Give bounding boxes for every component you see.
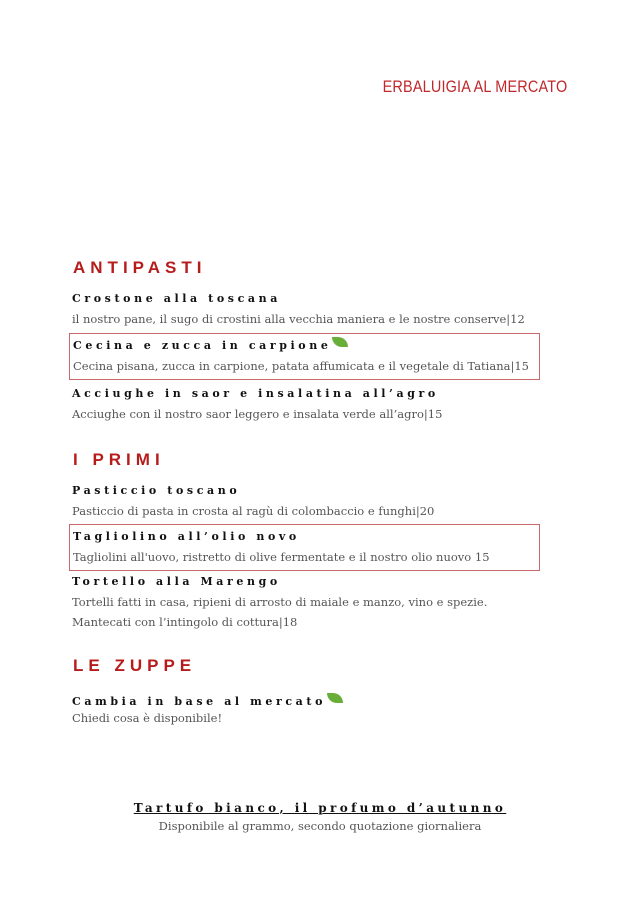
restaurant-title: ERBALUIGIA AL MERCATO [382, 77, 567, 96]
item-name: Tortello alla Marengo [72, 575, 281, 588]
item-name: Cecina e zucca in carpione [73, 339, 332, 352]
special-item [0, 798, 640, 836]
menu-item-highlighted [69, 333, 540, 380]
leaf-icon [327, 693, 343, 703]
item-name: Pasticcio toscano [72, 484, 241, 497]
special-description: Disponibile al grammo, secondo quotazione giornaliera [158, 819, 482, 833]
leaf-icon [332, 337, 348, 347]
section-title-antipasti: ANTIPASTI [73, 258, 207, 277]
item-description: Tortelli fatti in casa, ripieni di arrosto di maiale e manzo, vino e spezie. Mantecati con l’intingolo di cottura|18 [72, 595, 488, 629]
menu-item-highlighted [69, 524, 540, 571]
menu-item [69, 692, 536, 728]
item-description: il nostro pane, il sugo di crostini alla vecchia maniera e le nostre conserve|12 [72, 312, 525, 326]
menu-item [69, 572, 542, 632]
menu-item [69, 481, 536, 521]
item-description: Tagliolini all'uovo, ristretto di olive fermentate e il nostro olio nuovo 15 [73, 550, 490, 564]
item-description: Chiedi cosa è disponibile! [72, 711, 223, 725]
menu-item [69, 289, 536, 329]
item-name: Crostone alla toscana [72, 292, 281, 305]
item-name: Cambia in base al mercato [72, 695, 327, 708]
item-description: Acciughe con il nostro saor leggero e insalata verde all’agro|15 [72, 407, 443, 421]
item-description: Pasticcio di pasta in crosta al ragù di colombaccio e funghi|20 [72, 504, 435, 518]
item-name: Acciughe in saor e insalatina all’agro [72, 387, 439, 400]
special-name: Tartufo bianco, il profumo d’autunno [133, 801, 507, 815]
menu-item [69, 384, 536, 424]
section-title-zuppe: LE ZUPPE [73, 656, 197, 675]
section-title-primi: I PRIMI [73, 450, 165, 469]
item-description: Cecina pisana, zucca in carpione, patata affumicata e il vegetale di Tatiana|15 [73, 359, 529, 373]
item-name: Tagliolino all’olio novo [73, 530, 300, 543]
